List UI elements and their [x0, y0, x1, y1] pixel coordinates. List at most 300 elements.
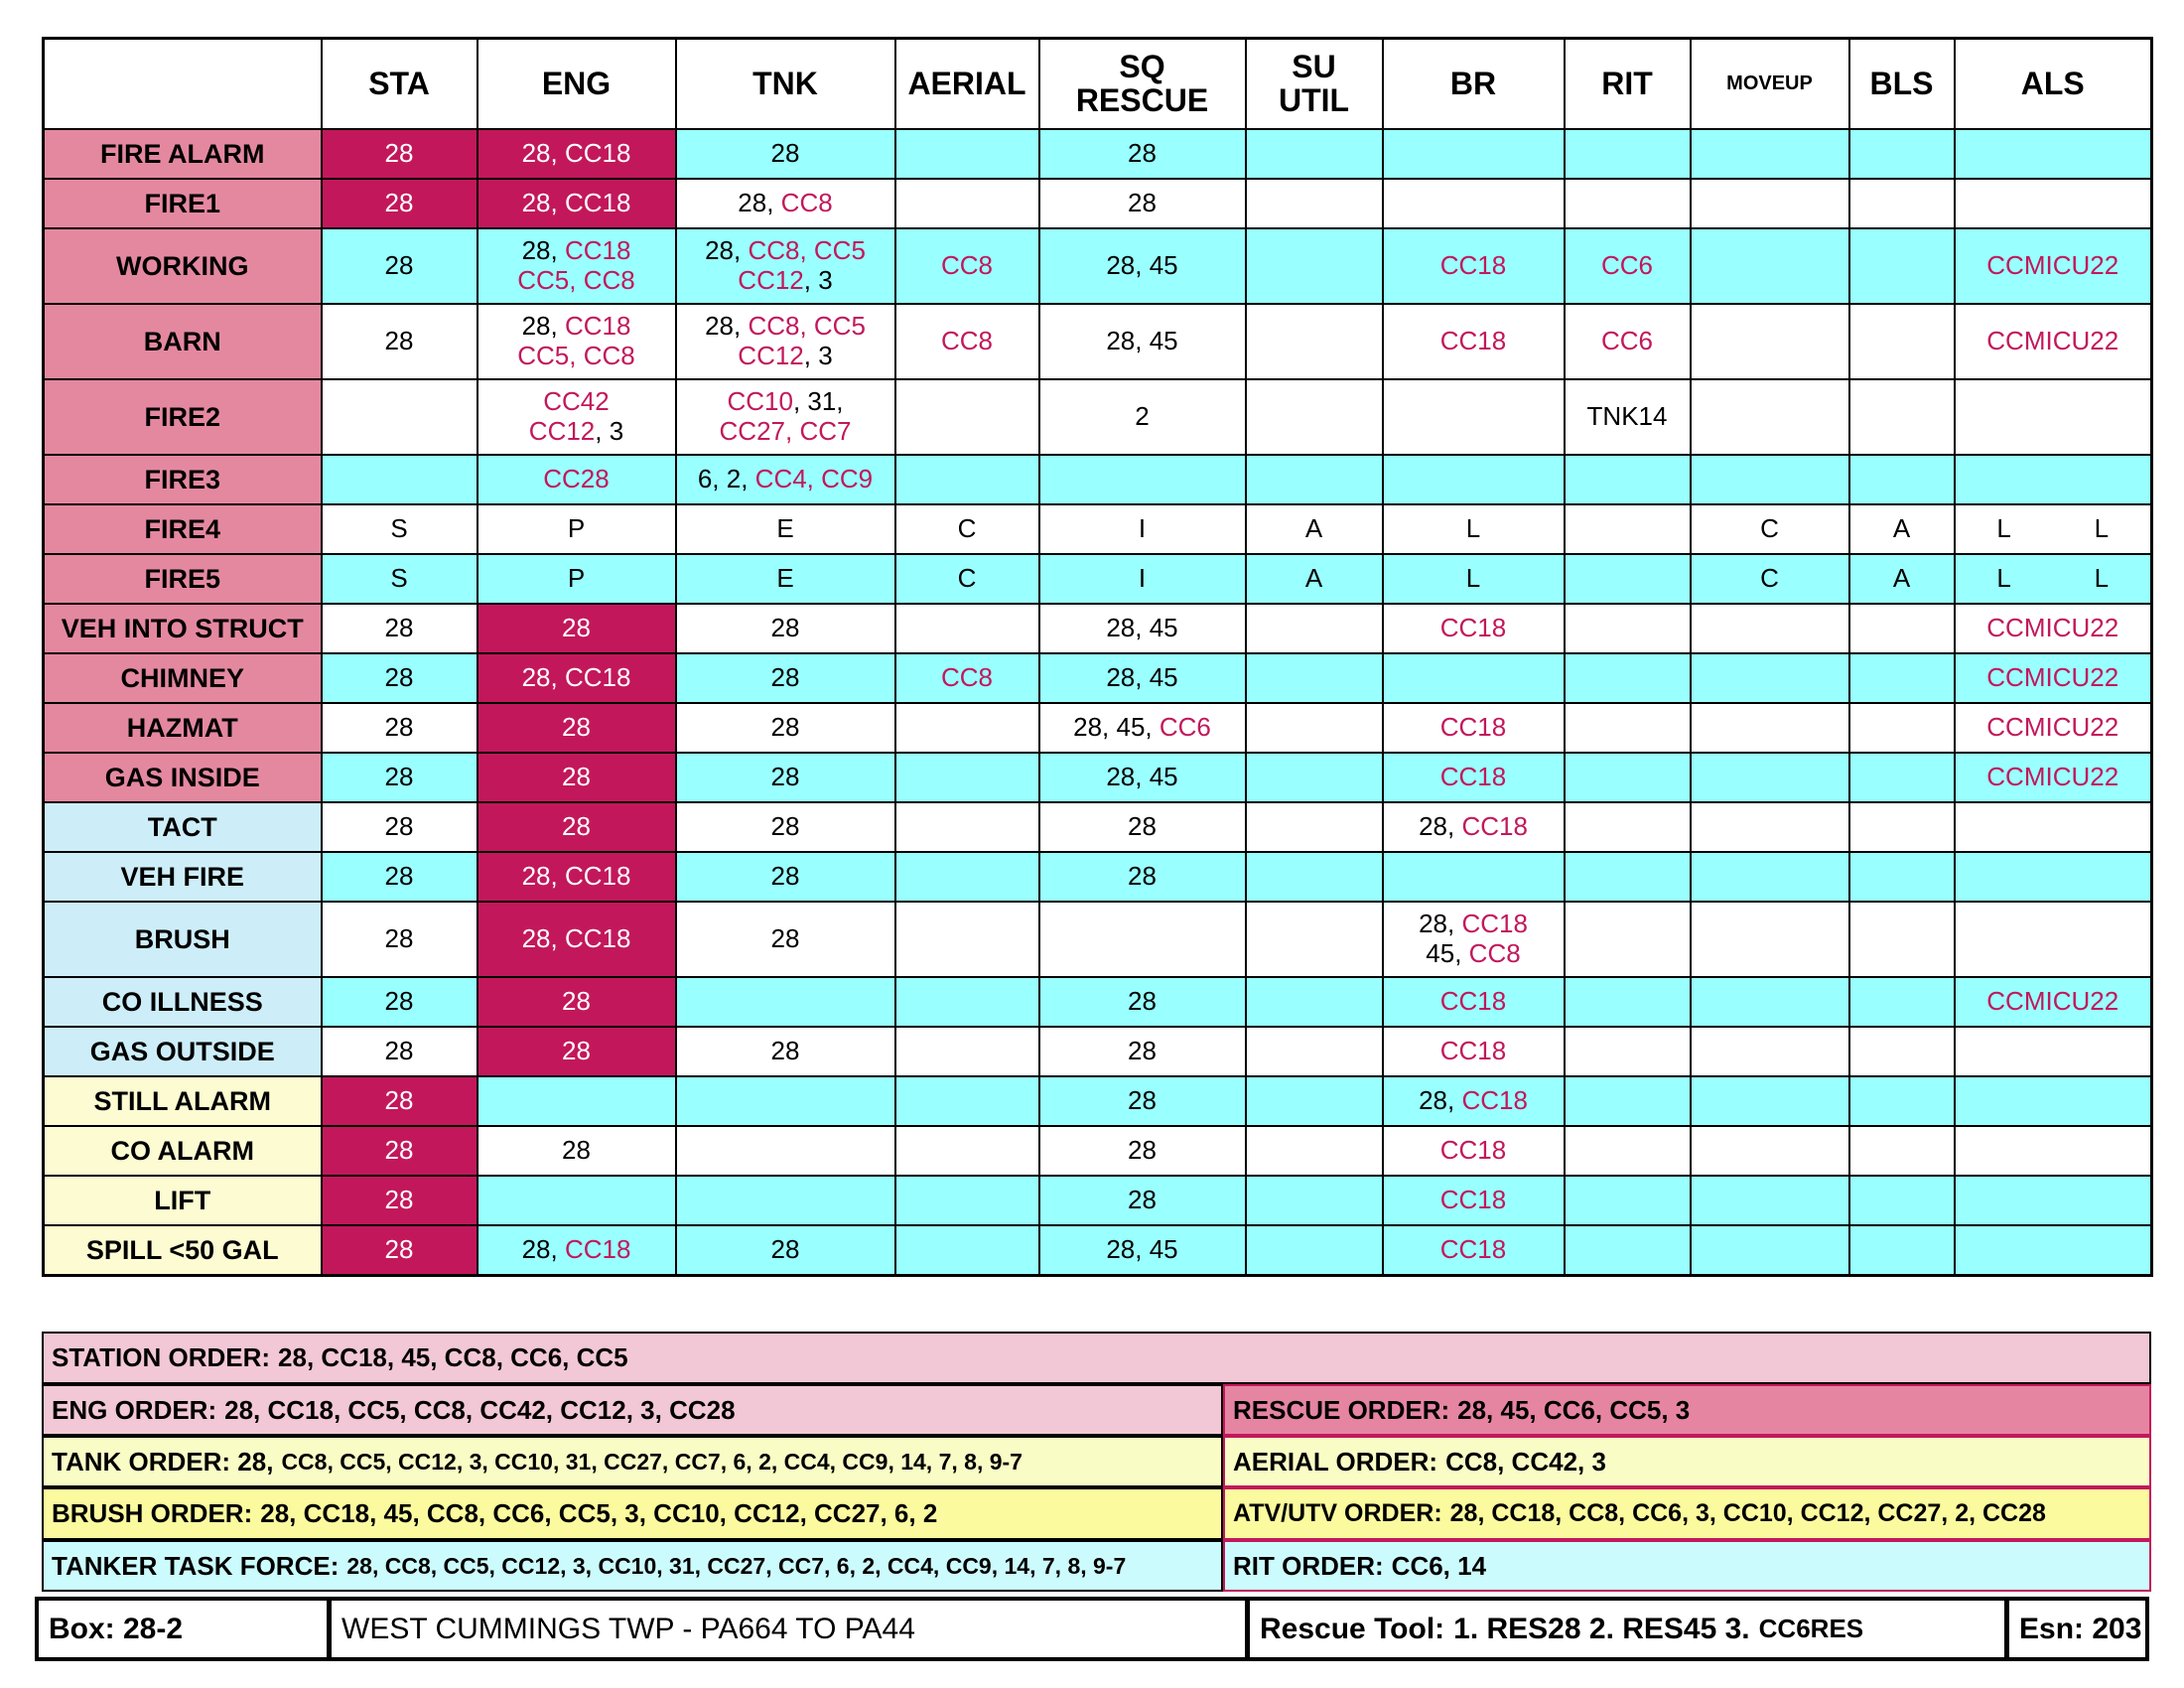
- unit-text: 28: [384, 326, 414, 356]
- cell-sq-rescue: [1039, 1176, 1246, 1225]
- unit-text: 28: [1128, 188, 1157, 218]
- cell-tnk: [676, 802, 895, 852]
- cell-aerial: [895, 703, 1039, 753]
- cell-aerial: [895, 179, 1039, 228]
- cell-bls: [1849, 504, 1955, 554]
- esn-number: Esn: 203: [2019, 1612, 2142, 1645]
- unit-text: 28, CC18: [521, 188, 631, 218]
- cell-br: [1383, 852, 1565, 902]
- unit-mutual-aid: CC18: [1439, 613, 1507, 643]
- cell-sta: [322, 179, 478, 228]
- cell-br: [1383, 1176, 1565, 1225]
- cell-als: [1955, 455, 2152, 504]
- cell-sta: [322, 504, 478, 554]
- unit-text: 28: [1128, 1036, 1157, 1066]
- cell-su-util: [1246, 504, 1383, 554]
- cell-tnk: [676, 902, 895, 977]
- cell-sq-rescue: [1039, 977, 1246, 1027]
- cell-bls: [1849, 753, 1955, 802]
- unit-text: 28: [770, 762, 800, 792]
- incident-row-fire4: [44, 504, 2152, 554]
- unit-mutual-aid: CC6: [1600, 326, 1653, 356]
- cell-als: [1955, 1027, 2152, 1076]
- cell-aerial: [895, 554, 1039, 604]
- unit-text: 28: [384, 188, 414, 218]
- unit-text: 28: [384, 250, 414, 281]
- cell-sq-rescue: [1039, 379, 1246, 455]
- cell-su-util: [1246, 1176, 1383, 1225]
- cell-eng: [478, 852, 676, 902]
- cell-eng: [478, 1027, 676, 1076]
- cell-als: [1955, 653, 2152, 703]
- cell-sta: [322, 228, 478, 304]
- cell-sta: [322, 753, 478, 802]
- cell-moveup: [1691, 753, 1849, 802]
- unit-text: 28: [770, 613, 800, 643]
- incident-row-lift: [44, 1176, 2152, 1225]
- cell-aerial: [895, 379, 1039, 455]
- cell-br: [1383, 455, 1565, 504]
- cell-eng: [478, 554, 676, 604]
- cell-moveup: [1691, 554, 1849, 604]
- cell-sq-rescue: [1039, 455, 1246, 504]
- unit-text: 28: [1128, 1135, 1157, 1166]
- cell-sq-rescue: [1039, 304, 1246, 379]
- incident-row-working: [44, 228, 2152, 304]
- cell-als: [1955, 1076, 2152, 1126]
- incident-row-fire2: [44, 379, 2152, 455]
- cell-moveup: [1691, 129, 1849, 179]
- unit-text: 28: [384, 923, 414, 954]
- unit-text: 28: [562, 986, 591, 1017]
- cell-moveup: [1691, 977, 1849, 1027]
- unit-text: 28: [384, 138, 414, 169]
- cell-sta: [322, 852, 478, 902]
- unit-text: 28: [384, 662, 414, 693]
- unit-mutual-aid: CCMICU22: [1986, 712, 2119, 743]
- cell-sq-rescue: [1039, 902, 1246, 977]
- cell-eng: [478, 1076, 676, 1126]
- incident-type-label: BARN: [44, 304, 322, 379]
- unit-text: C: [1760, 513, 1779, 544]
- cell-bls: [1849, 1076, 1955, 1126]
- cell-rit: [1565, 604, 1691, 653]
- unit-mutual-aid: CC8, CC5: [748, 235, 866, 266]
- unit-mutual-aid: CC18: [564, 311, 631, 342]
- box-number: Box: 28-2: [49, 1612, 184, 1645]
- cell-tnk: [676, 604, 895, 653]
- cell-moveup: [1691, 455, 1849, 504]
- unit-text: L: [1465, 513, 1481, 544]
- incident-row-spill-50-gal: [44, 1225, 2152, 1276]
- cell-su-util: [1246, 977, 1383, 1027]
- unit-text: 28,: [1419, 1085, 1462, 1116]
- cell-bls: [1849, 1176, 1955, 1225]
- cell-su-util: [1246, 753, 1383, 802]
- cell-moveup: [1691, 228, 1849, 304]
- unit-text: P: [567, 513, 586, 544]
- incident-row-fire5: [44, 554, 2152, 604]
- brush-order-value: 28, CC18, 45, CC8, CC6, CC5, 3, CC10, CC12, CC27, 6, 2: [260, 1498, 938, 1528]
- cell-su-util: [1246, 1027, 1383, 1076]
- cell-als: [1955, 379, 2152, 455]
- cell-aerial: [895, 852, 1039, 902]
- unit-mutual-aid: CC6: [1600, 250, 1653, 281]
- cell-aerial: [895, 1076, 1039, 1126]
- cell-moveup: [1691, 1225, 1849, 1276]
- unit-mutual-aid: CCMICU22: [1986, 326, 2119, 356]
- cell-bls: [1849, 228, 1955, 304]
- cell-sq-rescue: [1039, 129, 1246, 179]
- unit-text: 28: [562, 762, 591, 792]
- unit-text: 28: [384, 1085, 414, 1116]
- unit-mutual-aid: CC18: [1461, 1085, 1528, 1116]
- unit-mutual-aid: CC5, CC8: [517, 265, 635, 295]
- cell-br: [1383, 604, 1565, 653]
- incident-type-label: BRUSH: [44, 902, 322, 977]
- cell-sta: [322, 703, 478, 753]
- cell-rit: [1565, 228, 1691, 304]
- eng-order-box: [42, 1384, 1223, 1436]
- cell-su-util: [1246, 703, 1383, 753]
- unit-mutual-aid: CC42: [543, 386, 610, 417]
- unit-mutual-aid: CC18: [1461, 811, 1528, 842]
- unit-text: 6, 2,: [697, 464, 755, 494]
- corner-header: [44, 39, 322, 130]
- cell-su-util: [1246, 653, 1383, 703]
- cell-su-util: [1246, 604, 1383, 653]
- unit-text: 28, CC18: [521, 138, 631, 169]
- rit-order-box: [1223, 1540, 2151, 1592]
- cell-eng: [478, 977, 676, 1027]
- brush-order-box: [42, 1487, 1223, 1540]
- cell-eng: [478, 604, 676, 653]
- cell-br: [1383, 379, 1565, 455]
- header-sta: STA: [322, 39, 478, 130]
- unit-text: 28, 45: [1106, 326, 1178, 356]
- rescue-tool: [1250, 1601, 2004, 1657]
- cell-rit: [1565, 1126, 1691, 1176]
- atv-utv-order-box: [1223, 1487, 2151, 1540]
- unit-text: C: [957, 563, 977, 594]
- cell-eng: [478, 504, 676, 554]
- unit-text: P: [567, 563, 586, 594]
- cell-rit: [1565, 1225, 1691, 1276]
- incident-type-label: CHIMNEY: [44, 653, 322, 703]
- cell-tnk: [676, 179, 895, 228]
- cell-tnk: [676, 753, 895, 802]
- cell-sq-rescue: [1039, 802, 1246, 852]
- unit-mutual-aid: CC28: [543, 464, 610, 494]
- unit-text: 28, 45: [1106, 613, 1178, 643]
- unit-text: 28: [384, 986, 414, 1017]
- unit-text: 28: [384, 1185, 414, 1215]
- eng-order-label: ENG ORDER:: [52, 1394, 217, 1425]
- cell-su-util: [1246, 379, 1383, 455]
- unit-text: L: [1465, 563, 1481, 594]
- response-grid: [42, 37, 2153, 1277]
- incident-row-fire3: [44, 455, 2152, 504]
- cell-bls: [1849, 1027, 1955, 1076]
- cell-bls: [1849, 455, 1955, 504]
- cell-eng: [478, 129, 676, 179]
- unit-text: 28, 45,: [1073, 712, 1160, 743]
- cell-br: [1383, 179, 1565, 228]
- cell-tnk: [676, 129, 895, 179]
- unit-text: 28, CC18: [521, 662, 631, 693]
- unit-text: 28: [562, 1135, 591, 1166]
- cell-br: [1383, 977, 1565, 1027]
- cell-rit: [1565, 802, 1691, 852]
- unit-text: 28: [562, 1036, 591, 1066]
- atv-utv-order-value: 28, CC18, CC8, CC6, 3, CC10, CC12, CC27, 2, CC28: [1449, 1499, 2046, 1527]
- cell-sta: [322, 1027, 478, 1076]
- unit-mutual-aid: CC18: [1439, 712, 1507, 743]
- unit-mutual-aid: CC18: [1439, 250, 1507, 281]
- cell-eng: [478, 1126, 676, 1176]
- eng-order-value: 28, CC18, CC5, CC8, CC42, CC12, 3, CC28: [224, 1394, 736, 1425]
- cell-als: [1955, 179, 2152, 228]
- cell-su-util: [1246, 1126, 1383, 1176]
- unit-text: 28: [1128, 1085, 1157, 1116]
- cell-eng: [478, 1225, 676, 1276]
- unit-text: 28, CC18: [521, 923, 631, 954]
- unit-mutual-aid: CC8: [940, 250, 993, 281]
- incident-row-fire1: [44, 179, 2152, 228]
- tank-order-box: [42, 1436, 1223, 1487]
- rit-order-label: RIT ORDER:: [1233, 1550, 1384, 1581]
- cell-sq-rescue: [1039, 554, 1246, 604]
- cell-br: [1383, 129, 1565, 179]
- unit-text: C: [1760, 563, 1779, 594]
- cell-eng: [478, 902, 676, 977]
- cell-sta: [322, 304, 478, 379]
- cell-als: [1955, 304, 2152, 379]
- cell-als: [1955, 129, 2152, 179]
- unit-text: , 3: [803, 265, 833, 295]
- unit-mutual-aid: CC18: [1439, 1036, 1507, 1066]
- unit-text: 28: [1128, 986, 1157, 1017]
- cell-aerial: [895, 604, 1039, 653]
- unit-text: TNK14: [1586, 401, 1668, 432]
- cell-als: [1955, 1126, 2152, 1176]
- unit-mutual-aid: CC18: [1461, 909, 1528, 939]
- rescue-order-box: [1223, 1384, 2151, 1436]
- incident-row-gas-outside: [44, 1027, 2152, 1076]
- incident-type-label: FIRE5: [44, 554, 322, 604]
- cell-tnk: [676, 554, 895, 604]
- cell-letter: L: [2094, 513, 2110, 544]
- incident-row-co-alarm: [44, 1126, 2152, 1176]
- unit-mutual-aid: CC10: [727, 386, 793, 417]
- unit-mutual-aid: CC4, CC9: [754, 464, 874, 494]
- incident-type-label: FIRE3: [44, 455, 322, 504]
- footer-bar: [35, 1597, 2149, 1661]
- unit-mutual-aid: CC18: [1439, 326, 1507, 356]
- cell-su-util: [1246, 455, 1383, 504]
- cell-bls: [1849, 129, 1955, 179]
- cell-als: [1955, 604, 2152, 653]
- cell-aerial: [895, 504, 1039, 554]
- cell-tnk: [676, 1027, 895, 1076]
- unit-mutual-aid: CCMICU22: [1986, 662, 2119, 693]
- cell-als: [1955, 1225, 2152, 1276]
- unit-mutual-aid: CC5, CC8: [517, 341, 635, 370]
- incident-type-label: VEH FIRE: [44, 852, 322, 902]
- header-tnk: TNK: [676, 39, 895, 130]
- cell-su-util: [1246, 554, 1383, 604]
- cell-br: [1383, 1126, 1565, 1176]
- unit-mutual-aid: CCMICU22: [1986, 250, 2119, 281]
- cell-su-util: [1246, 304, 1383, 379]
- cell-aerial: [895, 129, 1039, 179]
- cell-moveup: [1691, 504, 1849, 554]
- header-br: BR: [1383, 39, 1565, 130]
- cell-letter: L: [1996, 513, 2011, 544]
- unit-mutual-aid: CC8: [940, 326, 993, 356]
- header-eng: ENG: [478, 39, 676, 130]
- cell-sta: [322, 129, 478, 179]
- unit-text: 28, 45: [1106, 762, 1178, 792]
- incident-type-label: HAZMAT: [44, 703, 322, 753]
- station-order-value: 28, CC18, 45, CC8, CC6, CC5: [278, 1342, 628, 1372]
- unit-text: , 3: [595, 416, 624, 446]
- cell-su-util: [1246, 902, 1383, 977]
- aerial-order-value: CC8, CC42, 3: [1445, 1446, 1606, 1477]
- cell-als: [1955, 228, 2152, 304]
- cell-bls: [1849, 304, 1955, 379]
- cell-moveup: [1691, 1027, 1849, 1076]
- cell-aerial: [895, 228, 1039, 304]
- incident-row-chimney: [44, 653, 2152, 703]
- unit-text: 28,: [521, 311, 565, 342]
- cell-su-util: [1246, 179, 1383, 228]
- cell-rit: [1565, 1076, 1691, 1126]
- cell-sq-rescue: [1039, 753, 1246, 802]
- cell-sta: [322, 653, 478, 703]
- cell-tnk: [676, 304, 895, 379]
- cell-bls: [1849, 179, 1955, 228]
- cell-rit: [1565, 1176, 1691, 1225]
- unit-mutual-aid: CC18: [1439, 1135, 1507, 1166]
- incident-type-label: CO ILLNESS: [44, 977, 322, 1027]
- cell-bls: [1849, 1126, 1955, 1176]
- unit-text: 28,: [705, 311, 749, 342]
- cell-rit: [1565, 504, 1691, 554]
- unit-text: I: [1138, 563, 1147, 594]
- header-moveup: MOVEUP: [1691, 39, 1849, 130]
- unit-text: 28,: [738, 188, 781, 218]
- cell-sq-rescue: [1039, 1225, 1246, 1276]
- cell-moveup: [1691, 653, 1849, 703]
- cell-sta: [322, 802, 478, 852]
- unit-mutual-aid: CC8: [940, 662, 993, 693]
- cell-eng: [478, 1176, 676, 1225]
- cell-sta: [322, 455, 478, 504]
- cell-eng: [478, 455, 676, 504]
- cell-sta: [322, 1225, 478, 1276]
- unit-text: 28: [770, 923, 800, 954]
- incident-row-fire-alarm: [44, 129, 2152, 179]
- cell-tnk: [676, 228, 895, 304]
- cell-als: [1955, 902, 2152, 977]
- cell-sq-rescue: [1039, 604, 1246, 653]
- cell-als: [1955, 802, 2152, 852]
- unit-mutual-aid: CC6: [1159, 712, 1211, 743]
- header-aerial: AERIAL: [895, 39, 1039, 130]
- incident-row-brush: [44, 902, 2152, 977]
- incident-type-label: FIRE4: [44, 504, 322, 554]
- unit-text: E: [776, 563, 794, 594]
- cell-tnk: [676, 703, 895, 753]
- cell-moveup: [1691, 852, 1849, 902]
- cell-bls: [1849, 902, 1955, 977]
- header-bls: BLS: [1849, 39, 1955, 130]
- cell-rit: [1565, 304, 1691, 379]
- incident-type-label: VEH INTO STRUCT: [44, 604, 322, 653]
- header-su-util: SU UTIL: [1246, 39, 1383, 130]
- cell-als: [1955, 1176, 2152, 1225]
- atv-utv-order-label: ATV/UTV ORDER:: [1233, 1499, 1442, 1527]
- unit-text: S: [390, 563, 408, 594]
- unit-mutual-aid: CCMICU22: [1986, 762, 2119, 792]
- cell-br: [1383, 1225, 1565, 1276]
- cell-sq-rescue: [1039, 179, 1246, 228]
- cell-bls: [1849, 802, 1955, 852]
- cell-moveup: [1691, 1176, 1849, 1225]
- cell-bls: [1849, 604, 1955, 653]
- cell-eng: [478, 802, 676, 852]
- cell-sq-rescue: [1039, 852, 1246, 902]
- tank-order-label: TANK ORDER: 28,: [52, 1446, 274, 1477]
- unit-mutual-aid: CC12: [738, 341, 804, 370]
- unit-text: A: [1304, 563, 1323, 594]
- incident-row-veh-fire: [44, 852, 2152, 902]
- cell-rit: [1565, 653, 1691, 703]
- unit-text: 28: [1128, 138, 1157, 169]
- cell-sta: [322, 554, 478, 604]
- cell-su-util: [1246, 228, 1383, 304]
- unit-text: 28: [384, 1135, 414, 1166]
- cell-aerial: [895, 1027, 1039, 1076]
- cell-eng: [478, 653, 676, 703]
- rescue-order-label: RESCUE ORDER:: [1233, 1394, 1450, 1425]
- rit-order-value: CC6, 14: [1391, 1550, 1487, 1581]
- unit-text: 28: [384, 861, 414, 892]
- unit-text: 28, 45: [1106, 250, 1178, 281]
- cell-aerial: [895, 1126, 1039, 1176]
- tank-order-value: CC8, CC5, CC12, 3, CC10, 31, CC27, CC7, 6, 2, CC4, CC9, 14, 7, 8, 9-7: [281, 1448, 1023, 1475]
- unit-text: 28: [384, 613, 414, 643]
- station-order-label: STATION ORDER:: [52, 1342, 271, 1372]
- cell-moveup: [1691, 902, 1849, 977]
- unit-text: E: [776, 513, 794, 544]
- cell-sq-rescue: [1039, 1027, 1246, 1076]
- cell-tnk: [676, 653, 895, 703]
- cell-sta: [322, 977, 478, 1027]
- cell-rit: [1565, 753, 1691, 802]
- unit-text: 28: [770, 1234, 800, 1265]
- unit-text: S: [390, 513, 408, 544]
- cell-bls: [1849, 379, 1955, 455]
- unit-text: 28,: [705, 235, 749, 266]
- unit-text: , 3: [803, 341, 833, 370]
- incident-type-label: GAS OUTSIDE: [44, 1027, 322, 1076]
- unit-mutual-aid: CC18: [1439, 762, 1507, 792]
- unit-text: 28: [562, 613, 591, 643]
- cell-rit: [1565, 179, 1691, 228]
- cell-als: [1955, 852, 2152, 902]
